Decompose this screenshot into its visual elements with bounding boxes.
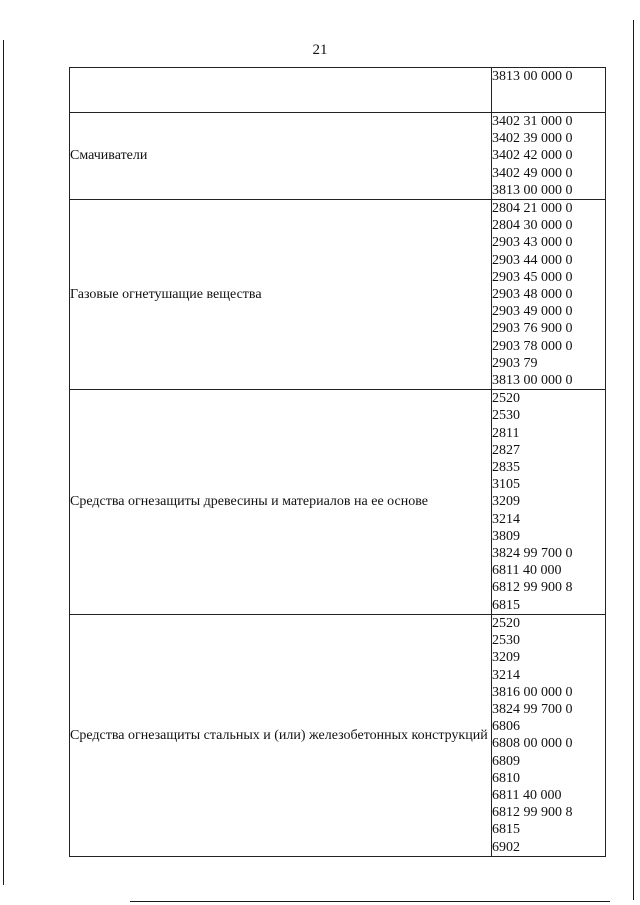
tn-ved-code: 2903 45 000 0 [492,269,573,285]
tn-ved-code: 3824 99 700 0 [492,546,573,562]
tn-ved-code: 6809 [492,753,520,769]
tn-ved-code: 3809 [492,528,520,544]
page-number: 21 [312,42,328,58]
tn-ved-code: 3816 00 000 0 [492,684,573,700]
product-name-cell [70,68,492,113]
product-code-table [69,67,606,857]
tn-ved-code: 6811 40 000 [492,787,562,803]
tn-ved-code: 6806 [492,719,520,735]
tn-ved-code: 3214 [492,667,520,683]
code-cell [492,390,606,615]
tn-ved-code: 2835 [492,460,520,476]
tn-ved-code: 2530 [492,408,520,424]
tn-ved-code: 2903 44 000 0 [492,252,573,268]
product-name: Средства огнезащиты древесины и материалов на ее основе [70,494,428,510]
tn-ved-code: 3813 00 000 0 [492,373,573,389]
product-name-cell [70,614,492,856]
table-row [70,614,606,856]
tn-ved-code: 6815 [492,597,520,613]
tn-ved-code: 3813 00 000 0 [492,69,573,84]
scan-edge-right [633,20,634,900]
tn-ved-code: 2903 49 000 0 [492,304,573,320]
table-row [70,68,606,113]
tn-ved-code: 2520 [492,391,520,407]
tn-ved-code: 2530 [492,633,520,649]
table-row [70,200,606,390]
product-name: Газовые огнетушащие вещества [70,287,262,303]
tn-ved-code: 2903 78 000 0 [492,338,573,354]
code-cell [492,614,606,856]
table-body [70,68,606,857]
tn-ved-code: 2903 43 000 0 [492,235,573,251]
code-cell [492,68,606,113]
tn-ved-code: 6810 [492,770,520,786]
tn-ved-code: 6808 00 000 0 [492,736,573,752]
tn-ved-code: 3824 99 700 0 [492,701,573,717]
tn-ved-code: 2804 30 000 0 [492,218,573,234]
table-row [70,390,606,615]
product-name: Средства огнезащиты стальных и (или) железобетонных конструкций [70,727,488,743]
table-row [70,113,606,200]
scan-edge-bottom [130,901,610,902]
tn-ved-code: 3813 00 000 0 [492,182,573,198]
code-cell [492,113,606,200]
tn-ved-code: 2903 79 [492,355,538,371]
tn-ved-code: 3402 39 000 0 [492,131,573,147]
tn-ved-code: 2903 48 000 0 [492,287,573,303]
product-name: Смачиватели [70,148,148,164]
tn-ved-code: 3105 [492,477,520,493]
tn-ved-code: 3402 42 000 0 [492,148,573,164]
tn-ved-code: 3209 [492,650,520,666]
tn-ved-code: 6811 40 000 [492,563,562,579]
tn-ved-code: 2811 [492,425,520,441]
tn-ved-code: 6902 [492,839,520,855]
tn-ved-code: 3209 [492,494,520,510]
scan-edge-left [3,40,4,885]
tn-ved-code: 2827 [492,442,520,458]
tn-ved-code: 3402 49 000 0 [492,165,573,181]
tn-ved-code: 3214 [492,511,520,527]
tn-ved-code: 2520 [492,615,520,631]
tn-ved-code: 2804 21 000 0 [492,201,573,217]
product-name-cell [70,200,492,390]
tn-ved-code: 3402 31 000 0 [492,114,573,129]
tn-ved-code: 2903 76 900 0 [492,321,573,337]
product-name-cell [70,113,492,200]
tn-ved-code: 6815 [492,822,520,838]
code-cell [492,200,606,390]
tn-ved-code: 6812 99 900 8 [492,805,573,821]
tn-ved-code: 6812 99 900 8 [492,580,573,596]
product-name-cell [70,390,492,615]
